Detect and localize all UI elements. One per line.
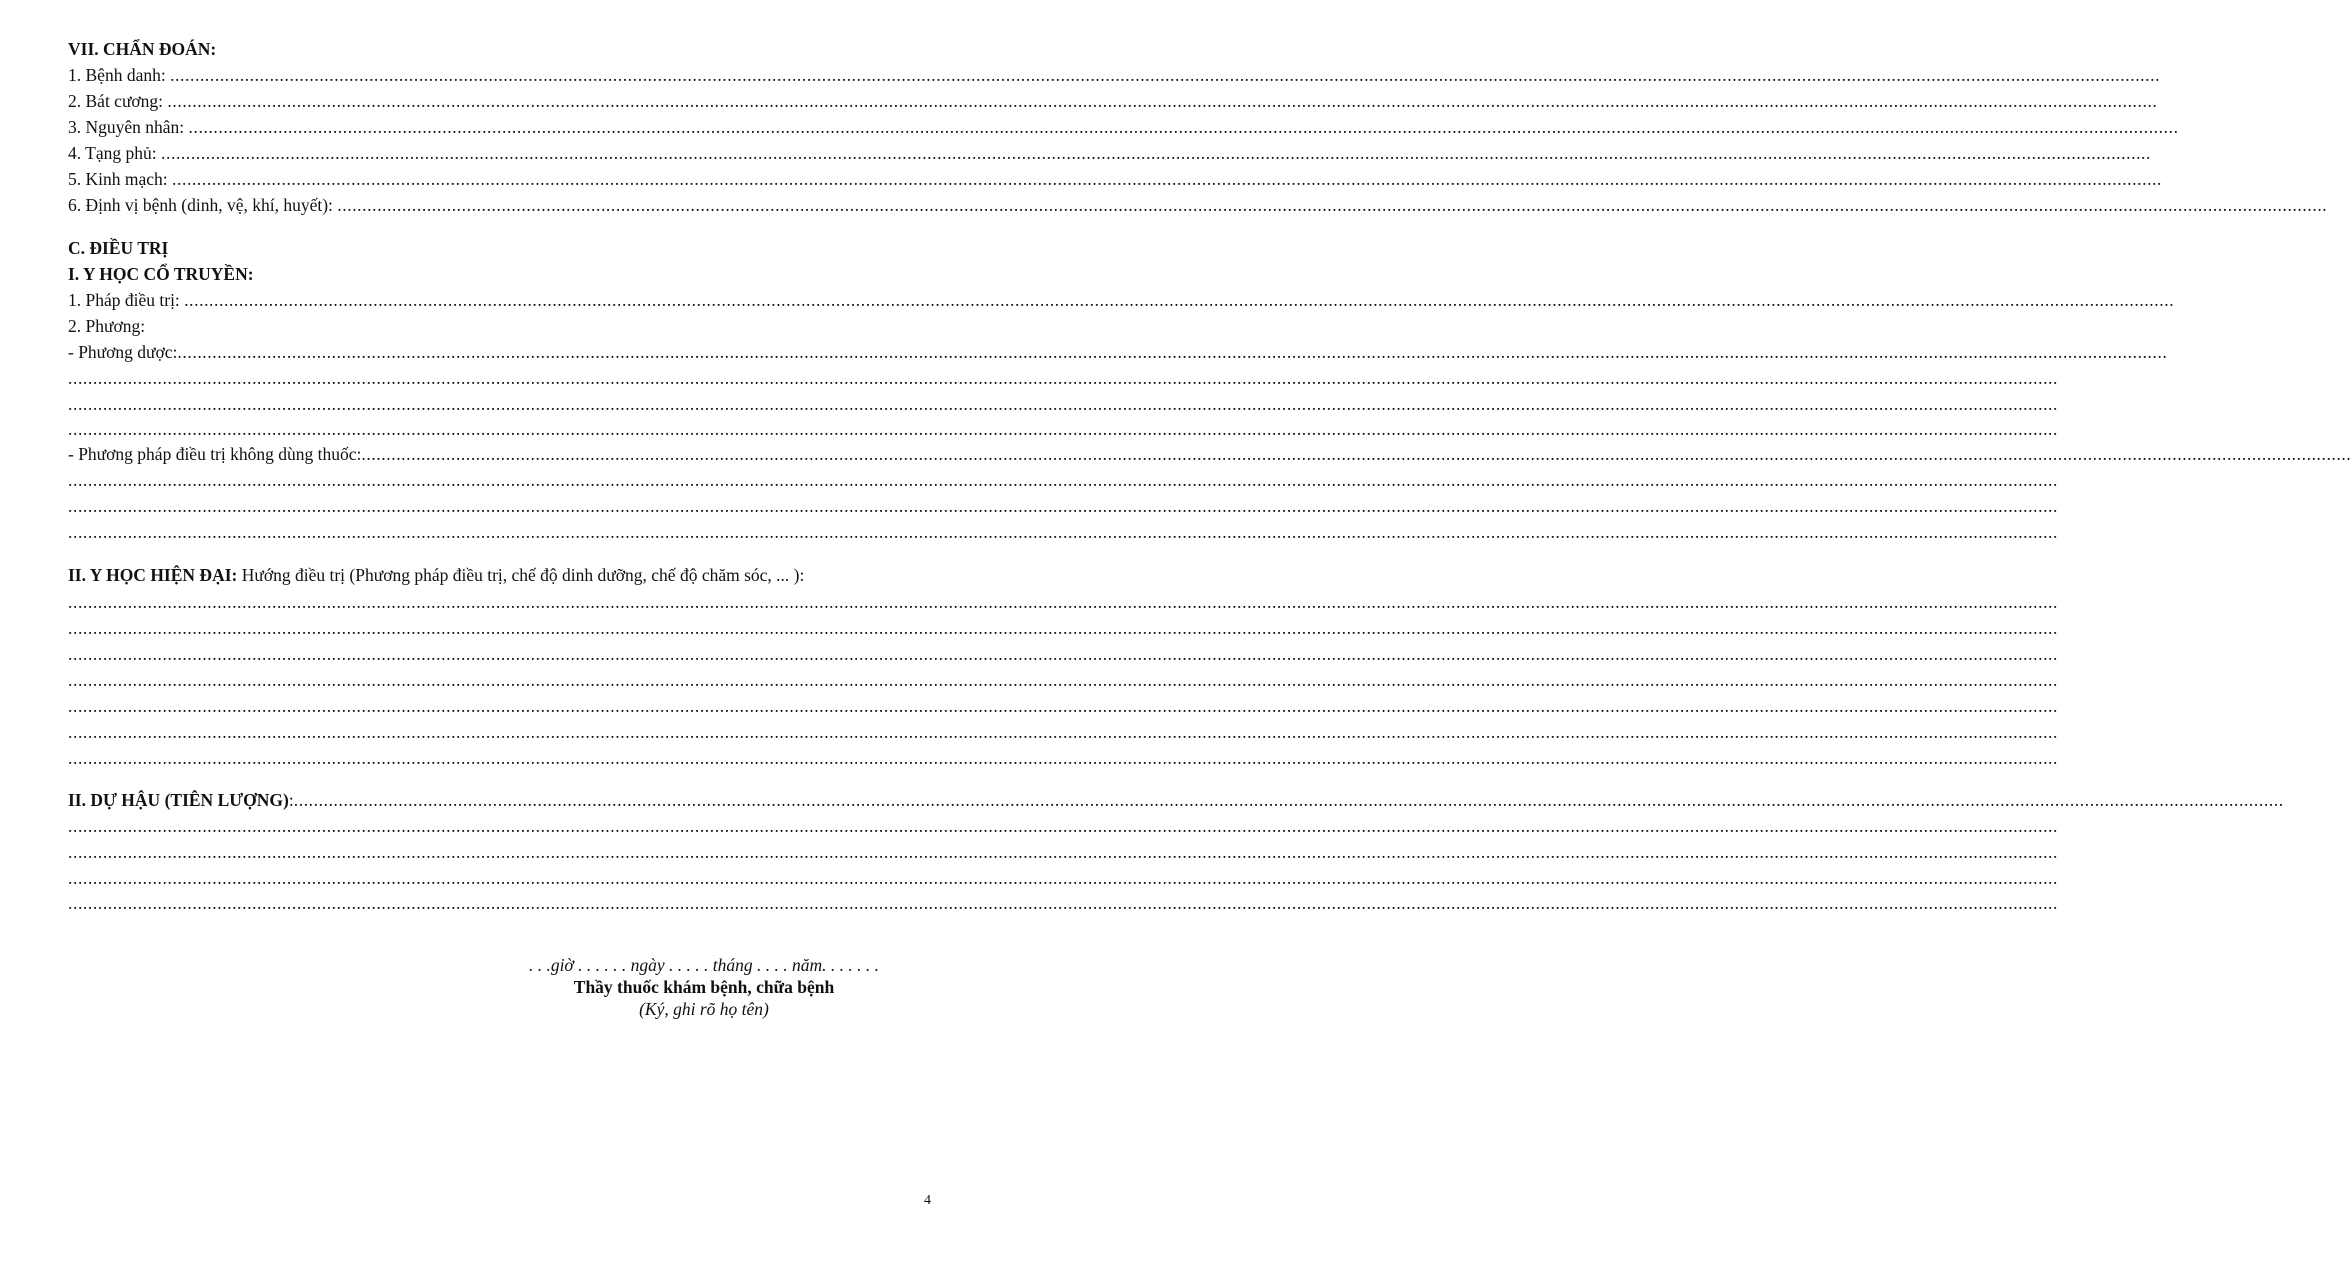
blank-fill-line[interactable]: ................................................................................................................................................................................................................................................................................................................................................................................................................ <box>68 644 2058 664</box>
diagnosis-organs-line <box>68 141 2152 165</box>
fill-dots[interactable]: ................................................................................................................................................................................................................................................................................................................................................................................................................ <box>184 290 2175 310</box>
blank-fill-line[interactable]: ................................................................................................................................................................................................................................................................................................................................................................................................................ <box>68 868 2058 888</box>
blank-fill-line[interactable]: ................................................................................................................................................................................................................................................................................................................................................................................................................ <box>68 670 2058 690</box>
modern-medicine-line <box>68 563 930 587</box>
signature-date-line: . . .giờ . . . . . . ngày . . . . . tháng . . . . năm. . . . . . . <box>528 955 880 975</box>
fill-dots[interactable]: ................................................................................................................................................................................................................................................................................................................................................................................................................ <box>161 143 2152 163</box>
formula-label: 2. Phương: <box>68 316 146 336</box>
blank-fill-line[interactable]: ................................................................................................................................................................................................................................................................................................................................................................................................................ <box>68 722 2058 742</box>
blank-fill-line[interactable]: ................................................................................................................................................................................................................................................................................................................................................................................................................ <box>68 893 2058 913</box>
diagnosis-eight-principles-line <box>68 89 2158 113</box>
field-label: - Phương pháp điều trị không dùng thuốc: <box>68 444 362 464</box>
blank-fill-line[interactable]: ................................................................................................................................................................................................................................................................................................................................................................................................................ <box>68 842 2058 862</box>
field-label: 1. Pháp điều trị: <box>68 290 185 310</box>
non-drug-method-line <box>68 442 2351 466</box>
blank-fill-line[interactable]: ................................................................................................................................................................................................................................................................................................................................................................................................................ <box>68 748 2058 768</box>
fill-dots[interactable]: ................................................................................................................................................................................................................................................................................................................................................................................................................ <box>167 91 2158 111</box>
signature-title: Thầy thuốc khám bệnh, chữa bệnh <box>573 977 835 997</box>
blank-fill-line[interactable]: ................................................................................................................................................................................................................................................................................................................................................................................................................ <box>68 696 2058 716</box>
fill-dots[interactable]: ................................................................................................................................................................................................................................................................................................................................................................................................................ <box>170 65 2161 85</box>
blank-fill-line[interactable]: ................................................................................................................................................................................................................................................................................................................................................................................................................ <box>68 419 2058 439</box>
diagnosis-disease-name-line <box>68 63 2161 87</box>
field-label: 5. Kinh mạch: <box>68 169 173 189</box>
blank-fill-line[interactable]: ................................................................................................................................................................................................................................................................................................................................................................................................................ <box>68 592 2058 612</box>
fill-dots[interactable]: ................................................................................................................................................................................................................................................................................................................................................................................................................ <box>172 169 2163 189</box>
fill-dots[interactable]: ................................................................................................................................................................................................................................................................................................................................................................................................................ <box>361 444 2351 464</box>
field-label: 6. Định vị bệnh (dinh, vệ, khí, huyết): <box>68 195 338 215</box>
field-label: 3. Nguyên nhân: <box>68 117 189 137</box>
prognosis-line <box>68 788 2284 812</box>
field-label: - Phương dược: <box>68 342 178 362</box>
traditional-medicine-heading: I. Y HỌC CỔ TRUYỀN: <box>68 264 254 284</box>
blank-fill-line[interactable]: ................................................................................................................................................................................................................................................................................................................................................................................................................ <box>68 496 2058 516</box>
blank-fill-line[interactable]: ................................................................................................................................................................................................................................................................................................................................................................................................................ <box>68 618 2058 638</box>
blank-fill-line[interactable]: ................................................................................................................................................................................................................................................................................................................................................................................................................ <box>68 470 2058 490</box>
treatment-method-line <box>68 288 2175 312</box>
diagnosis-cause-line <box>68 115 2179 139</box>
signature-note: (Ký, ghi rõ họ tên) <box>639 999 769 1019</box>
field-label: 2. Bát cương: <box>68 91 168 111</box>
blank-fill-line[interactable]: ................................................................................................................................................................................................................................................................................................................................................................................................................ <box>68 522 2058 542</box>
field-label: 4. Tạng phủ: <box>68 143 162 163</box>
fill-dots[interactable]: ................................................................................................................................................................................................................................................................................................................................................................................................................ <box>188 117 2179 137</box>
fill-dots[interactable]: ................................................................................................................................................................................................................................................................................................................................................................................................................ <box>337 195 2328 215</box>
treatment-heading: C. ĐIỀU TRỊ <box>68 238 169 258</box>
prognosis-heading: II. DỰ HẬU (TIÊN LƯỢNG) <box>68 790 289 810</box>
blank-fill-line[interactable]: ................................................................................................................................................................................................................................................................................................................................................................................................................ <box>68 394 2058 414</box>
modern-medicine-heading: II. Y HỌC HIỆN ĐẠI: <box>68 565 238 585</box>
modern-medicine-description: Hướng điều trị (Phương pháp điều trị, chế độ dinh dưỡng, chế độ chăm sóc, ... ): <box>237 565 805 585</box>
prognosis-colon: : <box>288 790 294 810</box>
page-number: 4 <box>924 1193 931 1208</box>
diagnosis-heading: VII. CHẨN ĐOÁN: <box>68 39 217 59</box>
blank-fill-line[interactable]: ................................................................................................................................................................................................................................................................................................................................................................................................................ <box>68 368 2058 388</box>
diagnosis-meridians-line <box>68 167 2163 191</box>
fill-dots[interactable]: ................................................................................................................................................................................................................................................................................................................................................................................................................ <box>177 342 2168 362</box>
medicine-line <box>68 340 2168 364</box>
fill-dots[interactable]: ................................................................................................................................................................................................................................................................................................................................................................................................................ <box>293 790 2284 810</box>
diagnosis-location-line <box>68 193 2328 217</box>
field-label: 1. Bệnh danh: <box>68 65 171 85</box>
blank-fill-line[interactable]: ................................................................................................................................................................................................................................................................................................................................................................................................................ <box>68 816 2058 836</box>
